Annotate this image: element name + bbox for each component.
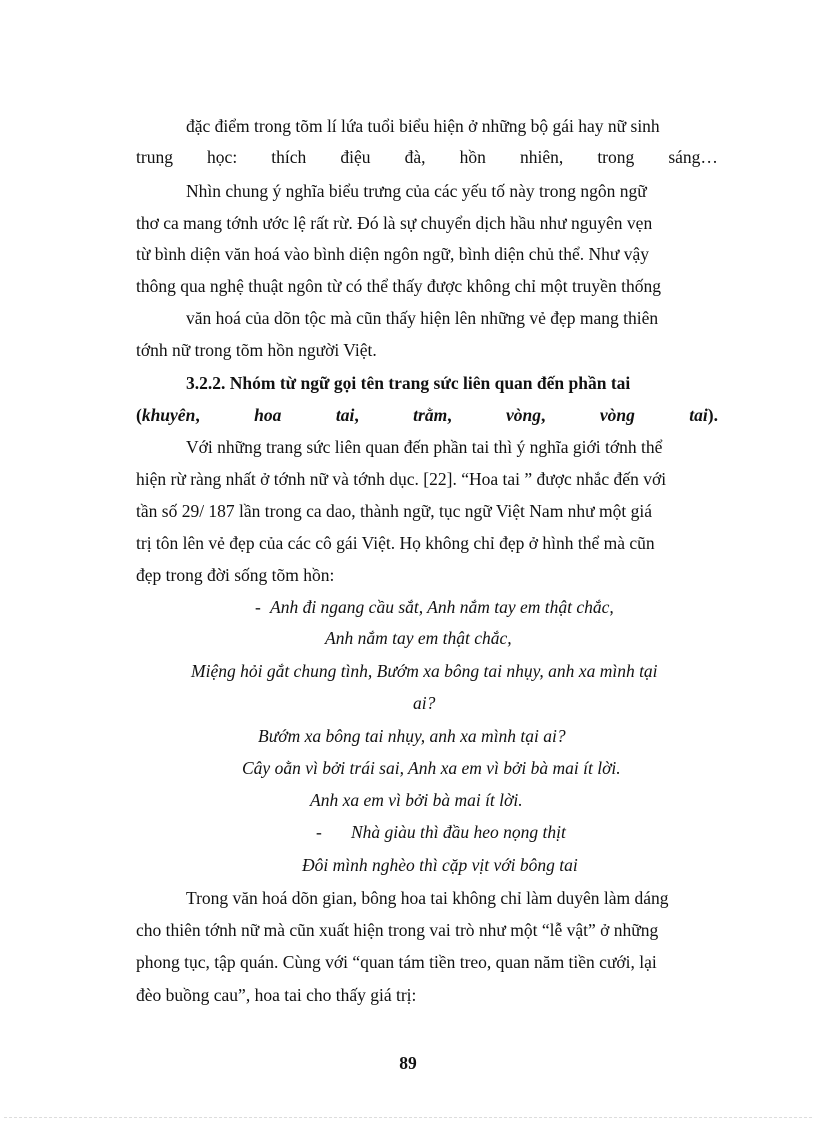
poem-1-line-5: Bướm xa bông tai nhụy, anh xa mình tại ai? xyxy=(258,726,566,746)
paragraph-4-line-2: cho thiên tớnh nữ mà cũn xuất hiện trong vai trò như một “lễ vật” ở những xyxy=(136,920,659,940)
paragraph-1-line-2-word: nhiên, xyxy=(519,147,564,167)
paragraph-1-line-2-word: điệu xyxy=(340,147,371,167)
paragraph-2-line-2: thơ ca mang tớnh ước lệ rất rừ. Đó là sự chuyển dịch hầu như nguyên vẹn xyxy=(136,213,653,233)
section-heading-line-1: 3.2.2. Nhóm từ ngữ gọi tên trang sức liên quan đến phần tai xyxy=(186,373,631,393)
paragraph-1-line-2-word: trong xyxy=(597,147,635,167)
paragraph-2-line-5: văn hoá của dõn tộc mà cũn thấy hiện lên những vẻ đẹp mang thiên xyxy=(186,308,659,328)
poem-1-dash: - xyxy=(255,597,261,617)
paragraph-1-line-2-word: sáng… xyxy=(668,147,718,167)
paragraph-2-line-1: Nhìn chung ý nghĩa biểu trưng của các yếu tố này trong ngôn ngữ xyxy=(186,181,647,201)
paragraph-1-line-2-word: đà, xyxy=(404,147,426,167)
poem-1-line-6: Cây oằn vì bởi trái sai, Anh xa em vì bởi bà mai ít lời. xyxy=(242,758,621,778)
poem-1-line-2: Anh nắm tay em thật chắc, xyxy=(325,628,512,648)
paragraph-4-line-3: phong tục, tập quán. Cùng với “quan tám tiền treo, quan năm tiền cưới, lại xyxy=(136,952,657,972)
paragraph-2-line-6: tớnh nữ trong tõm hồn người Việt. xyxy=(136,340,377,360)
paragraph-1-line-2-word: trung xyxy=(136,147,173,167)
paragraph-4-line-1: Trong văn hoá dõn gian, bông hoa tai không chỉ làm duyên làm dáng xyxy=(186,888,669,908)
poem-1-line-3: Miệng hỏi gắt chung tình, Bướm xa bông tai nhụy, anh xa mình tại xyxy=(191,661,658,681)
section-heading-word: hoa xyxy=(254,405,282,425)
poem-2-line-2: Đôi mình nghèo thì cặp vịt với bông tai xyxy=(302,855,578,875)
section-heading-word: tai, xyxy=(335,405,359,425)
section-heading-word: trằm, xyxy=(413,405,452,425)
section-heading-line-2 xyxy=(136,405,718,426)
paragraph-1-line-2-word: thích xyxy=(271,147,307,167)
paragraph-3-line-3: tần số 29/ 187 lần trong ca dao, thành ngữ, tục ngữ Việt Nam như một giá xyxy=(136,501,653,521)
poem-1-line-1: Anh đi ngang cầu sắt, Anh nắm tay em thật chắc, xyxy=(270,597,614,617)
section-heading-word: vòng xyxy=(599,405,635,425)
paragraph-1-line-2-word: hồn xyxy=(459,147,486,167)
paragraph-4-line-4: đèo buồng cau”, hoa tai cho thấy giá trị: xyxy=(136,985,417,1005)
paragraph-2-line-4: thông qua nghệ thuật ngôn từ có thể thấy được không chỉ một truyền thống xyxy=(136,276,661,296)
paragraph-1-line-1: đặc điểm trong tõm lí lứa tuổi biểu hiện ở những bộ gái hay nữ sinh xyxy=(186,116,660,136)
section-heading-word: (khuyên, xyxy=(136,405,200,425)
paragraph-2-line-3: từ bình diện văn hoá vào bình diện ngôn ngữ, bình diện chủ thể. Như vậy xyxy=(136,244,650,264)
paragraph-3-line-1: Với những trang sức liên quan đến phần tai thì ý nghĩa giới tớnh thể xyxy=(186,437,663,457)
poem-1-line-7: Anh xa em vì bởi bà mai ít lời. xyxy=(310,790,523,810)
poem-2-line-1: Nhà giàu thì đầu heo nọng thịt xyxy=(351,822,566,842)
paragraph-3-line-5: đẹp trong đời sống tõm hồn: xyxy=(136,565,335,585)
paragraph-3-line-4: trị tôn lên vẻ đẹp của các cô gái Việt. Họ không chỉ đẹp ở hình thể mà cũn xyxy=(136,533,655,553)
page-bottom-border xyxy=(4,1117,812,1118)
page-number: 89 xyxy=(399,1053,417,1073)
paragraph-3-line-2: hiện rừ ràng nhất ở tớnh nữ và tớnh dục. [22]. “Hoa tai ” được nhắc đến với xyxy=(136,469,667,489)
paragraph-1-line-2-word: học: xyxy=(207,147,238,167)
section-heading-word: tai). xyxy=(689,405,718,425)
paragraph-1-line-2 xyxy=(136,147,718,168)
poem-1-line-4: ai? xyxy=(413,693,436,713)
poem-2-dash: - xyxy=(316,822,322,842)
section-heading-word: vòng, xyxy=(506,405,546,425)
